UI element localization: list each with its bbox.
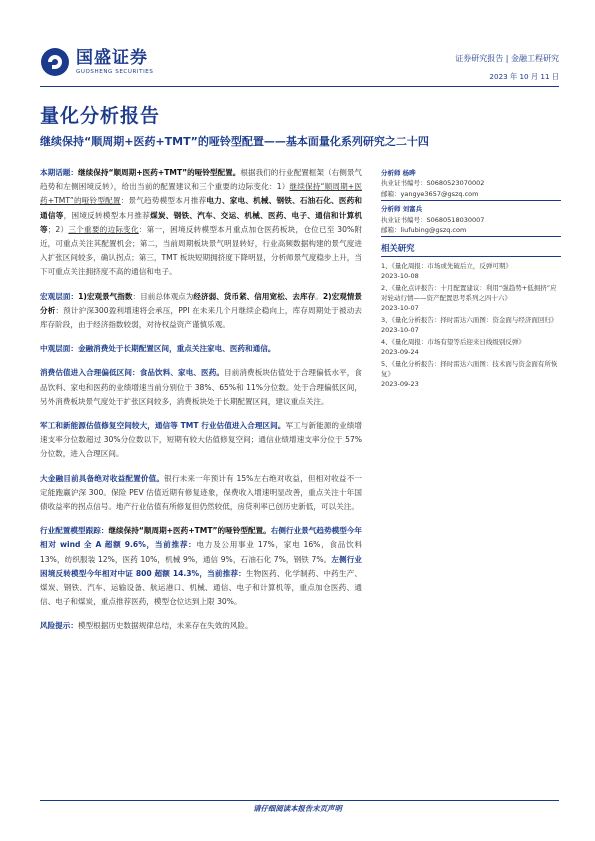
analyst-label: 分析师 [381, 169, 401, 177]
related-item-title: 4、《量化周报：市场有望等后迎来日线级别反弹》 [381, 337, 525, 346]
related-item[interactable] [381, 359, 561, 390]
body-text: 电力及公用事业 17%，家电 16%，食品饮料 13%，纺织服装 12%，医药 10%，机械 9%，通信 9%，石油石化 7%，钢铁 7%。 [40, 540, 362, 564]
report-type: 证券研究报告 | 金融工程研究 [455, 54, 559, 63]
cert-number: S0680523070002 [426, 179, 485, 188]
related-item-date: 2023-09-24 [381, 348, 419, 357]
sidebar [381, 168, 561, 391]
underlined-text: 继续保持“顺周期+医药+TMT”的哑铃型配置 [40, 182, 362, 206]
bold-text: 1)宏观景气指数 [78, 291, 133, 301]
section-heading: 军工和新能源估值修复空间较大，通信等 TMT 行业估值进入合理区间。 [40, 421, 286, 431]
report-date: 2023 年 10 月 11 日 [489, 72, 559, 81]
section-risk [40, 619, 362, 633]
section-consumer [40, 366, 362, 409]
page-title: 量化分析报告 [40, 105, 161, 127]
logo-english-name: GUOSHENG SECURITIES [76, 68, 154, 75]
related-item[interactable] [381, 261, 561, 282]
main-body [40, 166, 362, 644]
section-military [40, 419, 362, 462]
related-item[interactable] [381, 283, 561, 314]
footer-divider [40, 800, 559, 801]
section-heading: 行业配置模型跟踪： [40, 526, 109, 536]
related-item[interactable] [381, 315, 561, 336]
section-topic [40, 166, 362, 280]
related-research-title: 相关研究 [381, 243, 561, 256]
body-text: 。 [315, 291, 323, 301]
analyst-label: 分析师 [381, 205, 401, 214]
related-item-date: 2023-10-07 [381, 326, 419, 335]
analyst-2 [381, 204, 561, 237]
section-heading: 风险提示： [40, 621, 78, 631]
analyst-name: 杨晔 [402, 169, 416, 177]
analyst-email[interactable]: yangye3657@gszq.com [400, 189, 479, 198]
body-text: ：目前总体观点为 [132, 291, 194, 301]
related-item-title: 5、《量化分析报告：择时雷达六面图：技术面与资金面有所恢复》 [381, 359, 558, 378]
related-item-title: 1、《量化周报：市场或先破后立，反弹可期》 [381, 261, 512, 270]
body-text: 模型根据历史数据规律总结，未来存在失效的风险。 [77, 621, 253, 631]
body-text: 目前消费板块估值处于合理偏低水平，食品饮料、家电和医药的业绩增速当前分别位于 38%、65%和 11%分位数。处于合理偏低区间，另外消费板块景气度处于扩张区间较多，消费板块处于长期配置区间，建议重点关注。 [40, 368, 363, 406]
section-heading: 宏观层面： [40, 291, 79, 301]
footer-disclaimer: 请仔细阅读本报告末页声明 [253, 804, 342, 813]
related-item-date: 2023-10-07 [381, 304, 419, 313]
bold-text: 2)宏观情景分析 [40, 291, 363, 315]
section-heading: 大金融目前具备绝对收益配置价值。 [40, 473, 165, 483]
header-divider [40, 86, 559, 87]
body-text: 生物医药、化学制药、中药生产、煤炭、钢铁、汽车、运输设备、航运港口、机械、通信、电子和计算机等，重点加仓医药、通信、电子和煤炭，重点推荐医药，模型仓位达到上限 30%。 [40, 568, 363, 607]
cert-label: 执业证书编号： [381, 179, 427, 188]
body-text: 根据我们的行业配置框架（右侧景气趋势和左侧困境反转），给出当前的配置建议和三个重要的边际变化：1） [40, 168, 363, 192]
logo-chinese-name: 国盛证券 [76, 47, 148, 68]
analyst-email[interactable]: liufubing@gszq.com [400, 226, 467, 235]
bold-text: 继续保持“顺周期+医药+TMT”的哑铃型配置。 [78, 168, 241, 177]
related-item-title: 3、《量化分析报告：择时雷达六面图：资金面与经济面回归》 [381, 315, 558, 324]
page-subtitle: 继续保持“顺周期+医药+TMT”的哑铃型配置——基本面量化系列研究之二十四 [40, 135, 429, 148]
section-heading: 中观层面： [40, 344, 78, 354]
related-item-date: 2023-09-23 [381, 380, 419, 389]
analyst-name: 刘富兵 [402, 205, 423, 214]
logo-mark-icon [40, 47, 70, 77]
section-meso [40, 342, 362, 356]
email-label: 邮箱： [381, 189, 401, 198]
body-text: 银行未来一年预计有 15%左右绝对收益，但相对收益不一定能跑赢沪深 300。保险 PEV 估值近期有修复迹象，保费收入增速明显改善，重点关注十年国债收益率的拐点信号。地产行业估值有所修复但仍然较低，房贷利率已创历史新低，可以关注。 [40, 473, 362, 512]
section-heading: 本期话题： [40, 168, 79, 177]
bold-text: 煤炭、钢铁、汽车、交运、机械、医药、电子、通信和计算机等 [40, 210, 363, 234]
bold-text: 电力、家电、机械、钢铁、石油石化、医药和通信等 [40, 196, 362, 220]
cert-number: S0680518030007 [426, 215, 485, 224]
bold-text: 经济弱、货币紧、信用宽松、去库存 [193, 291, 316, 301]
section-heading: 消费估值进入合理偏低区间：食品饮料、家电、医药。 [40, 368, 225, 378]
body-text: ：景气趋势模型本月推荐 [120, 196, 207, 206]
email-label: 邮箱： [381, 226, 401, 235]
section-macro [40, 290, 362, 333]
cert-label: 执业证书编号： [381, 215, 427, 224]
related-item-date: 2023-10-08 [381, 272, 419, 281]
body-text: 军工与新能源的业绩增速支率分位数超过 30%分位数以下，短期有较大估值修复空间；通信业绩增速支率分位于 57%分位数，进入合理区间。 [40, 421, 362, 459]
body-text: ；2） [47, 224, 69, 234]
section-model-tracking [40, 524, 362, 609]
related-item[interactable] [381, 337, 561, 358]
body-text: ：第一，困境反转模型本月重点加仓医药板块，仓位已至 30%附近，可重点关注其配置机会；第二，当前周期板块景气明显转好，行业高频数据构建的景气度进入扩张区间较多，确认拐点；第三，TMT 板块短期拥挤度下降明显，分析师景气度稳步上升，当下可重点关注拥挤度不高的通信和电子。 [40, 224, 363, 277]
bold-text: 继续保持“顺周期+医药+TMT”的哑铃型配置。 [108, 526, 271, 536]
body-text: ：预计沪深300盈利增速将会承压，PPI 在未来几个月继续企稳向上，库存周期处于被动去库存阶段，由于经济指数较弱，对待权益资产谨慎乐观。 [40, 305, 362, 330]
body-text: ，困境反转模型本月推荐 [63, 210, 151, 220]
company-logo [40, 44, 200, 80]
section-finance [40, 472, 362, 515]
bold-text: 右侧行业景气趋势模型今年相对 wind 全 A 超额 9.6%，当前推荐： [40, 526, 363, 550]
analyst-1 [381, 168, 561, 201]
bold-text: 左侧行业困境反转模型今年相对中证 800 超额 14.3%，当前推荐： [40, 554, 362, 578]
bold-text: 金融消费处于长期配置区间，重点关注家电、医药和通信。 [77, 344, 276, 354]
underlined-text: 三个重要的边际变化 [68, 224, 139, 234]
related-item-title: 2、《量化点评报告：十月配置建议：利用“强趋势+低拥挤”应对轮动行情——资产配置思考系列之四十六》 [381, 283, 557, 303]
